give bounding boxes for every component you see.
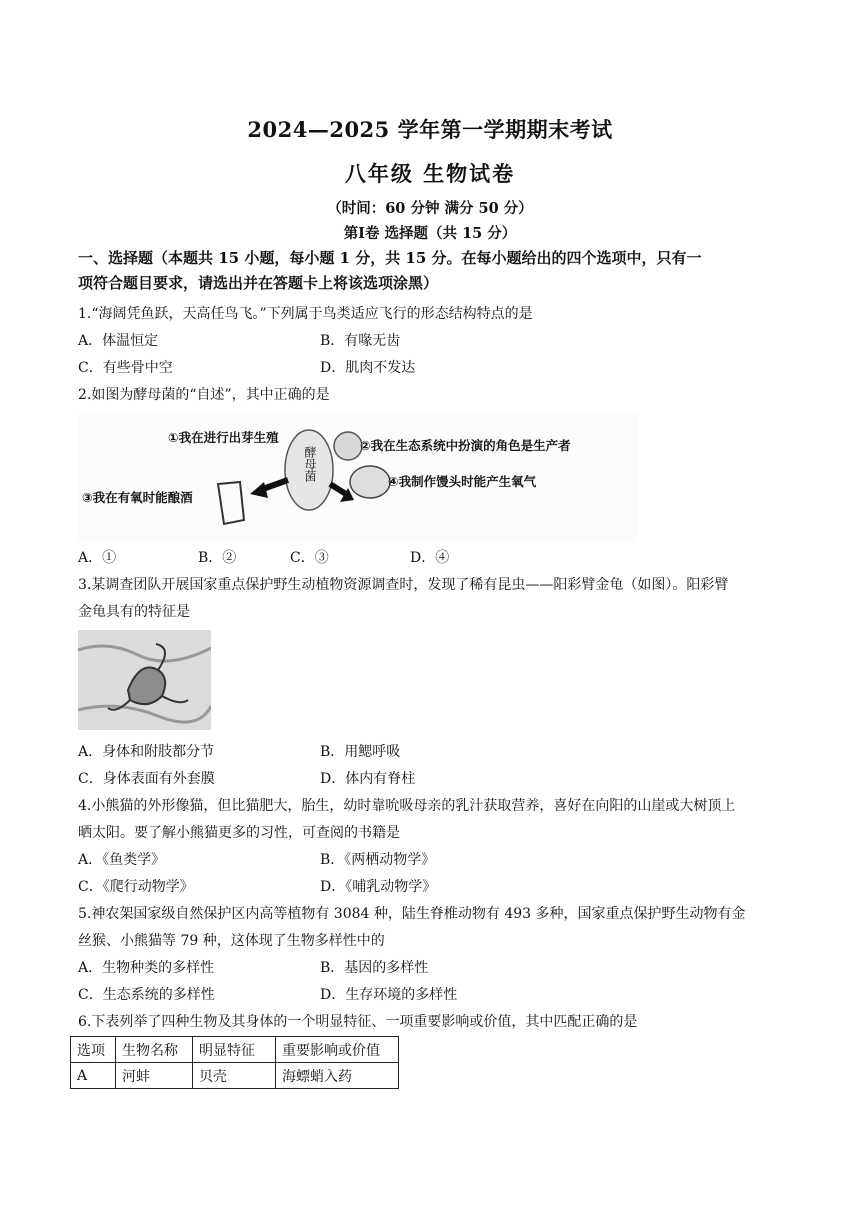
bun-icon [350,466,390,498]
section-heading-line2: 项符合题目要求，请选出并在答题卡上将该选项涂黑） [78,274,439,292]
table-header-cell: 明显特征 [193,1037,276,1063]
q6-stem: 6.下表列举了四种生物及其身体的一个明显特征、一项重要影响或价值，其中匹配正确的是 [78,1014,638,1030]
q5-option-b: B．基因的多样性 [320,960,429,976]
q1-option-d: D．肌肉不发达 [320,360,416,376]
time-info: （时间：60 分钟 满分 50 分） [327,200,533,217]
q2-stem: 2.如图为酵母菌的“自述”，其中正确的是 [78,387,330,403]
q4-option-c: C．《爬行动物学》 [78,879,194,895]
q3-option-d: D．体内有脊柱 [320,771,416,787]
table-cell: 河蚌 [116,1063,193,1089]
q3-option-b: B．用鳃呼吸 [320,744,401,760]
q5-option-c: C．生态系统的多样性 [78,987,215,1003]
yeast-center-label: 酵母菌 [303,446,317,482]
q2-option-c: C．③ [290,550,329,566]
beetle-photo [78,630,211,730]
part-title: 第Ⅰ卷 选择题（共 15 分） [343,225,517,242]
q5-stem-line1: 5.神农架国家级自然保护区内高等植物有 3084 种，陆生脊椎动物有 493 多种，国家重点保护野生动物有金 [78,906,746,922]
q1-stem: 1.“海阔凭鱼跃，天高任鸟飞。”下列属于鸟类适应飞行的形态结构特点的是 [78,306,533,322]
table-cell: 贝壳 [193,1063,276,1089]
table-header-row [71,1037,399,1063]
exam-subtitle: 八年级 生物试卷 [344,161,516,186]
q3-option-c: C．身体表面有外套膜 [78,771,215,787]
q3-stem-line2: 金龟具有的特征是 [78,604,190,620]
beetle-figure [78,630,211,730]
q2-option-d: D．④ [410,550,450,566]
q5-stem-line2: 丝猴、小熊猫等 79 种，这体现了生物多样性中的 [78,933,385,949]
exam-title: 2024—2025 学年第一学期期末考试 [247,117,613,142]
yeast-label-3: ③我在有氧时能酿酒 [82,490,193,505]
yeast-figure [78,412,638,542]
q1-option-c: C．有些骨中空 [78,360,173,376]
table-header-cell: 重要影响或价值 [276,1037,399,1063]
table-header-cell: 选项 [71,1037,116,1063]
q4-option-b: B．《两栖动物学》 [320,852,436,868]
table-cell: 海螵蛸入药 [276,1063,399,1089]
q5-option-d: D．生存环境的多样性 [320,987,458,1003]
q1-option-b: B．有喙无齿 [320,333,401,349]
q4-option-a: A．《鱼类学》 [78,852,166,868]
q6-table [70,1036,399,1089]
q4-stem-line2: 晒太阳。要了解小熊猫更多的习性，可查阅的书籍是 [78,825,400,841]
q4-option-d: D．《哺乳动物学》 [320,879,437,895]
yeast-diagram [78,412,638,542]
yeast-label-4: ④我制作馒头时能产生氧气 [388,474,537,489]
q3-option-a: A．身体和附肢都分节 [78,744,215,760]
section-heading-line1: 一、选择题（本题共 15 小题，每小题 1 分，共 15 分。在每小题给出的四个选项中，只有一 [78,249,702,267]
yeast-bud-shape [334,432,362,460]
q5-option-a: A．生物种类的多样性 [78,960,215,976]
q2-option-a: A．① [78,550,117,566]
q4-stem-line1: 4.小熊猫的外形像猫，但比猫肥大，胎生，幼时靠吮吸母亲的乳汁获取营养，喜好在向阳的山崖或大树顶上 [78,798,736,814]
q2-option-b: B．② [198,550,237,566]
table-row [71,1063,399,1089]
yeast-label-2: ②我在生态系统中扮演的角色是生产者 [360,438,571,453]
table-header-cell: 生物名称 [116,1037,193,1063]
yeast-label-1: ①我在进行出芽生殖 [168,430,279,445]
q1-option-a: A．体温恒定 [78,333,159,349]
table-cell: A [71,1063,116,1089]
q3-stem-line1: 3.某调查团队开展国家重点保护野生动植物资源调查时，发现了稀有昆虫——阳彩臂金龟（如图）。阳彩臂 [78,577,729,593]
